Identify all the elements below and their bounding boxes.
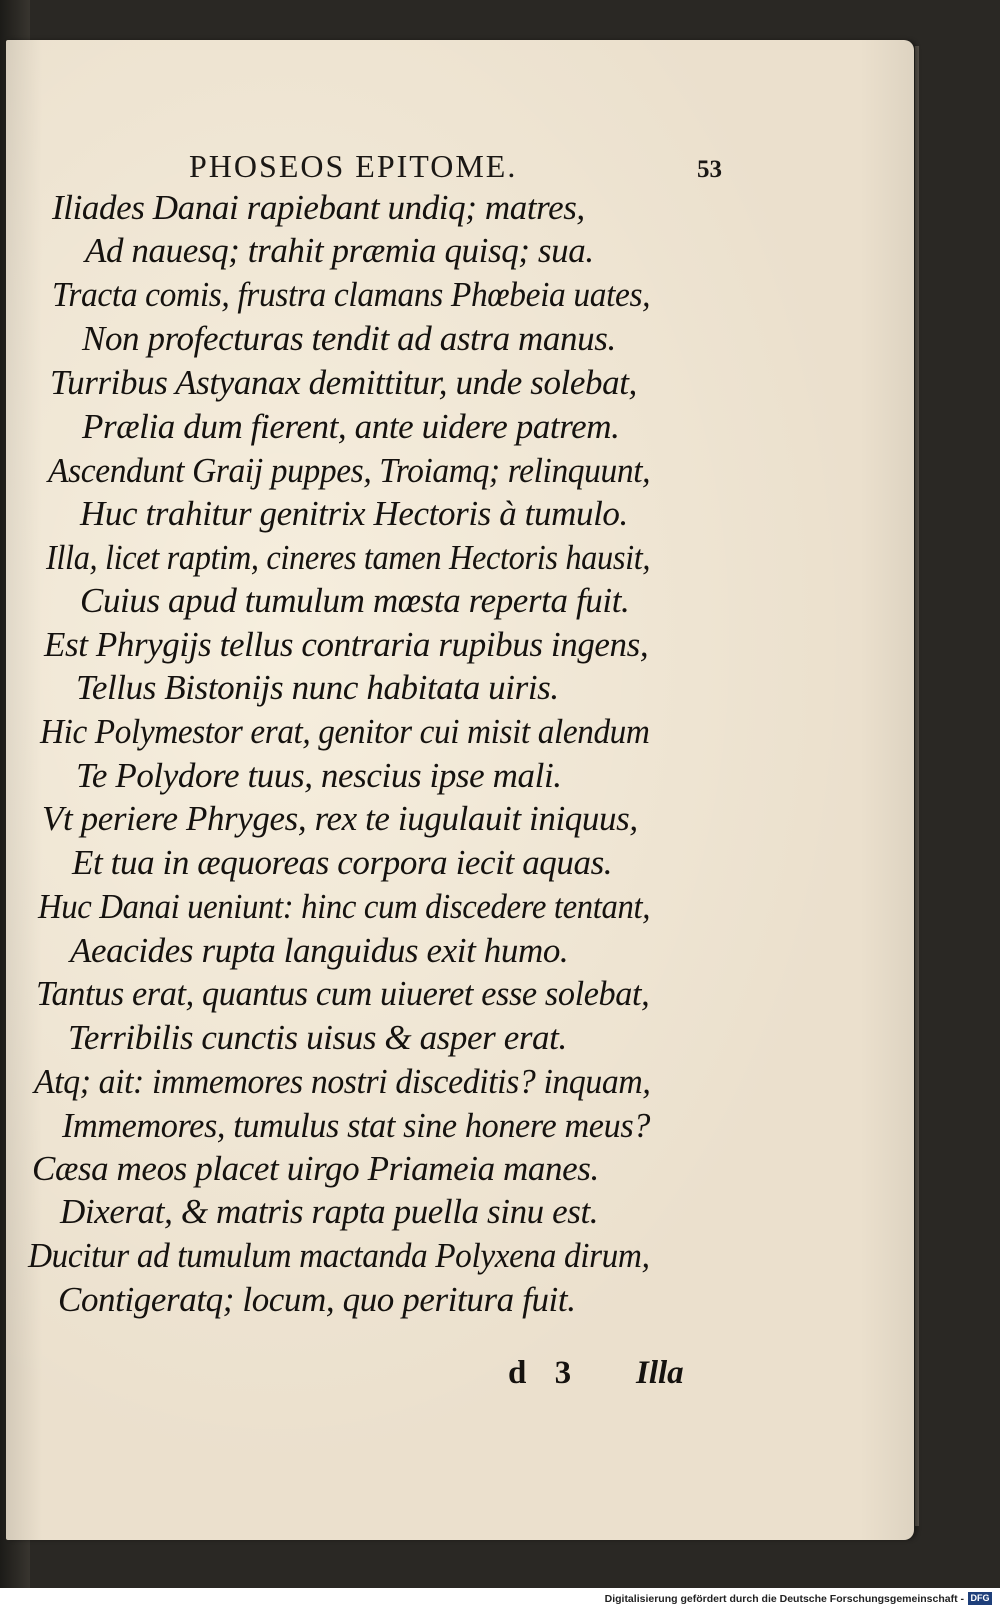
verse-line: Vt periere Phryges, rex te iugulauit iniquus, <box>42 799 638 838</box>
dfg-logo: DFG <box>968 1592 992 1605</box>
verse-line: Huc Danai ueniunt: hinc cum discedere tentant, <box>38 887 651 926</box>
verse-line: Prælia dum fierent, ante uidere patrem. <box>82 407 620 446</box>
verse-line: Non profecturas tendit ad astra manus. <box>82 319 616 358</box>
verse-line: Atq; ait: immemores nostri disceditis? inquam, <box>34 1062 651 1101</box>
verse-line: Illa, licet raptim, cineres tamen Hectoris hausit, <box>46 538 651 577</box>
verse-line: Terribilis cunctis uisus & asper erat. <box>68 1018 567 1057</box>
signature-mark: d 3 <box>508 1355 572 1391</box>
verse-line: Hic Polymestor erat, genitor cui misit alendum <box>40 712 650 751</box>
verse-line: Ducitur ad tumulum mactanda Polyxena dirum, <box>28 1236 650 1275</box>
catchword: Illa <box>636 1355 684 1391</box>
running-head: PHOSEOS EPITOME. <box>189 148 518 184</box>
verse-line: Cuius apud tumulum mœsta reperta fuit. <box>80 581 630 620</box>
verse-line: Contigeratq; locum, quo peritura fuit. <box>58 1280 576 1319</box>
verse-line: Est Phrygijs tellus contraria rupibus ingens, <box>44 625 649 664</box>
verse-line: Cæsa meos placet uirgo Priameia manes. <box>32 1149 599 1188</box>
page-edge <box>915 46 919 1526</box>
folio-number: 53 <box>697 156 722 183</box>
verse-line: Te Polydore tuus, nescius ipse mali. <box>76 756 562 795</box>
verse-line: Tantus erat, quantus cum uiueret esse solebat, <box>36 974 650 1013</box>
verse-line: Huc trahitur genitrix Hectoris à tumulo. <box>80 494 628 533</box>
dfg-credit: Digitalisierung gefördert durch die Deutsche Forschungsgemeinschaft - <box>604 1593 964 1605</box>
verse-line: Tellus Bistonijs nunc habitata uiris. <box>76 668 559 707</box>
verse-line: Tracta comis, frustra clamans Phœbeia uates, <box>52 275 651 314</box>
verse-line: Dixerat, & matris rapta puella sinu est. <box>60 1192 599 1231</box>
verse-line: Ad nauesq; trahit præmia quisq; sua. <box>85 231 594 270</box>
verse-line: Iliades Danai rapiebant undiq; matres, <box>52 188 585 227</box>
verse-line: Immemores, tumulus stat sine honere meus? <box>62 1106 650 1145</box>
verse-line: Ascendunt Graij puppes, Troiamq; relinquunt, <box>48 451 651 490</box>
verse-line: Aeacides rupta languidus exit humo. <box>70 931 569 970</box>
verse-line: Turribus Astyanax demittitur, unde solebat, <box>50 363 637 402</box>
verse-line: Et tua in æquoreas corpora iecit aquas. <box>72 843 613 882</box>
